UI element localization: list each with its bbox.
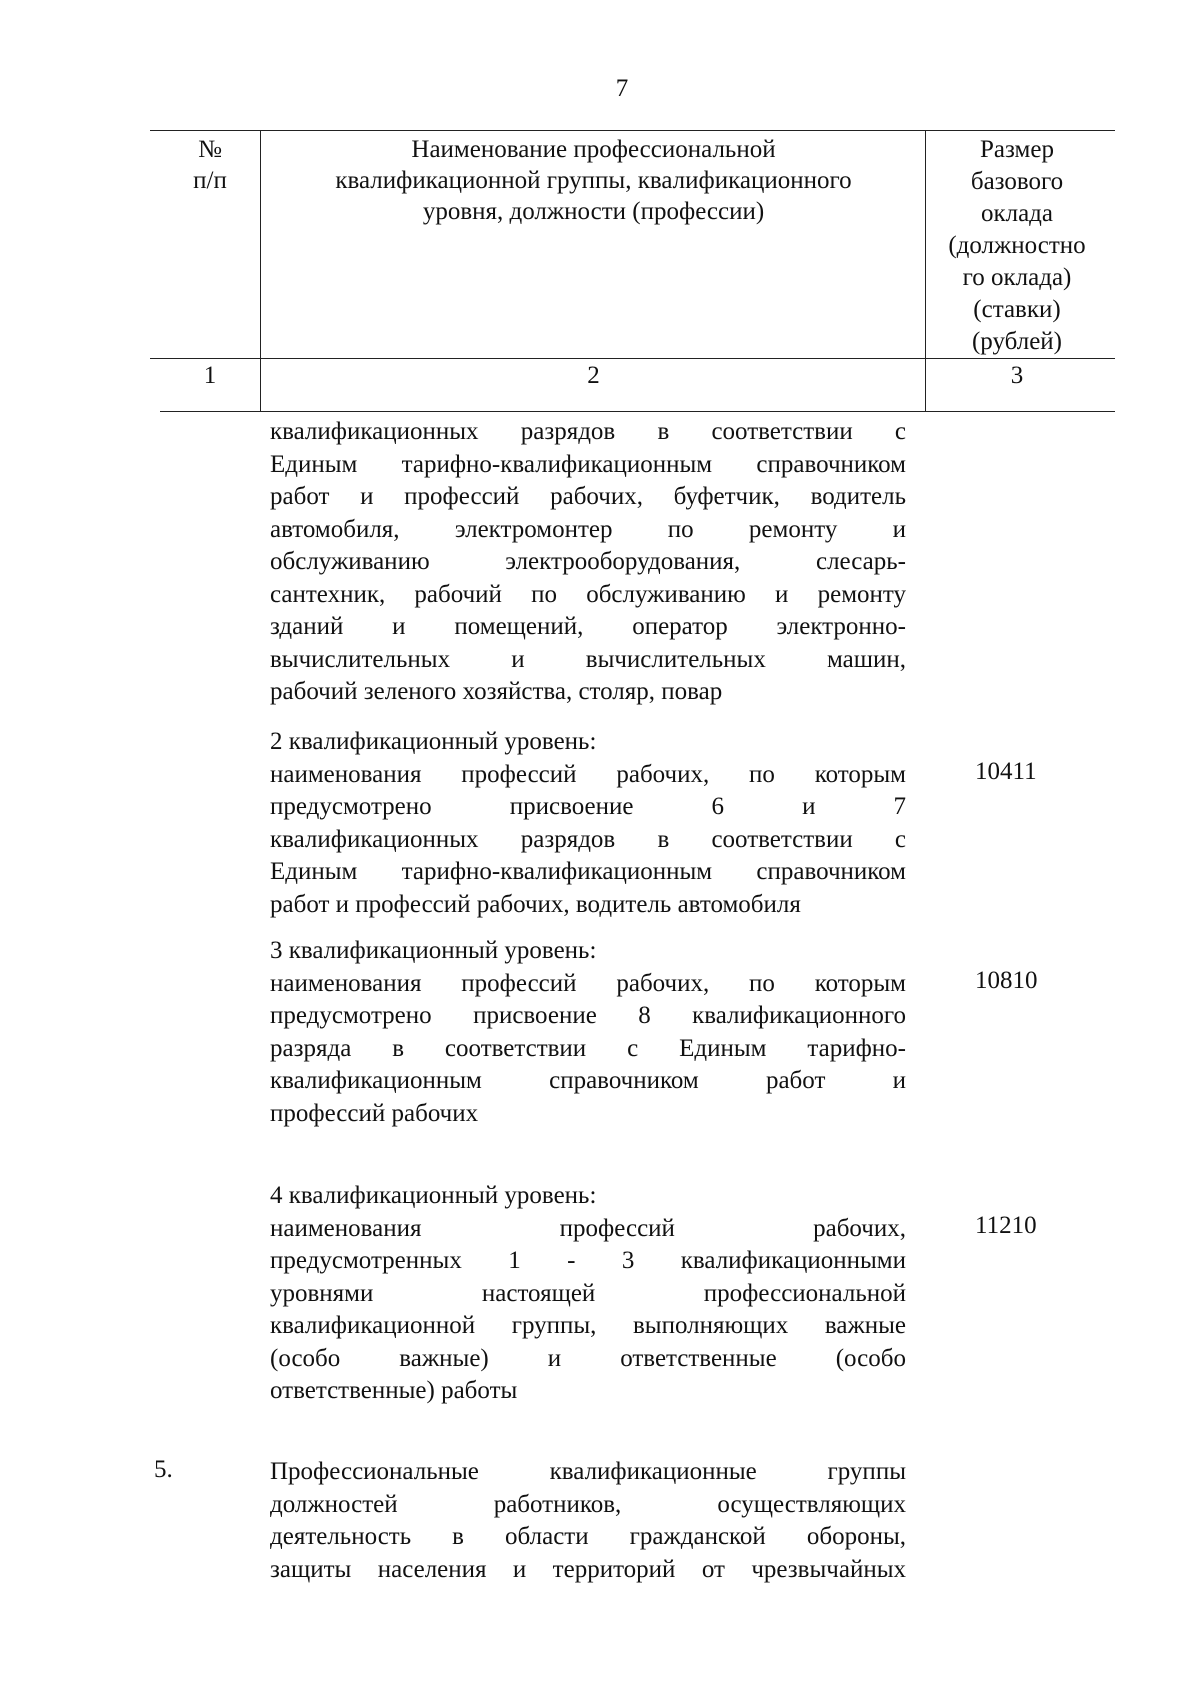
section-5-title: Профессиональные квалификационные группы должностей работников, осуществляющих деятельность в области гражданской обороны, защиты населения и территорий от чрезвычайных [270, 1458, 906, 1583]
column-number-1: 1 [203, 362, 217, 389]
header-col-number: № п/п [193, 136, 227, 194]
header-col-name: Наименование профессиональной квалификационной группы, квалификационного уровня, должности (профессии) [335, 136, 852, 225]
header-col-divider-1 [260, 130, 261, 411]
section-5-number: 5. [154, 1456, 173, 1483]
level-2-block: 2 квалификационный уровень: наименования профессий рабочих, по которым предусмотрено присвоение 6 и 7 квалификационных разрядов в соответствии с Единым тарифно-квалификационным справочником работ и профессий рабочих, водитель автомобиля [270, 728, 906, 918]
level-4-salary: 11210 [975, 1212, 1037, 1239]
level-title: 2 квалификационный уровень: [270, 728, 597, 755]
level-title: 3 квалификационный уровень: [270, 937, 597, 964]
level-3-salary: 10810 [975, 967, 1038, 994]
header-mid-border [150, 358, 1115, 359]
level-3-block: 3 квалификационный уровень: наименования профессий рабочих, по которым предусмотрено присвоение 8 квалификационного разряда в соответствии с Единым тарифно- квалификационным справочником работ и профессий рабочих [270, 937, 906, 1127]
level-title: 4 квалификационный уровень: [270, 1182, 597, 1209]
header-bottom-border [160, 411, 1115, 412]
column-number-3: 3 [1010, 362, 1024, 389]
header-col-salary: Размер базового оклада (должностно го оклада) (ставки) (рублей) [948, 136, 1086, 355]
page-number: 7 [615, 75, 629, 102]
level-4-block: 4 квалификационный уровень: наименования профессий рабочих, предусмотренных 1 - 3 квалификационными уровнями настоящей профессиональной квалификационной группы, выполняющих важные (особо важные) и ответственные (особо ответственные) работы [270, 1182, 906, 1404]
header-top-border [150, 130, 1115, 131]
column-number-2: 2 [587, 362, 600, 389]
level-1-continuation: квалификационных разрядов в соответствии с Единым тарифно-квалификационным справочником работ и профессий рабочих, буфетчик, водитель автомобиля, электромонтер по ремонту и обслуживанию электрооборудования, слесарь- сантехник, рабочий по обслуживанию и ремонту зданий и помещений, оператор электронно- вычислительных и вычислительных машин, рабочий зеленого хозяйства, столяр, повар [270, 418, 906, 705]
level-2-salary: 10411 [975, 758, 1037, 785]
header-col-divider-2 [925, 130, 926, 411]
